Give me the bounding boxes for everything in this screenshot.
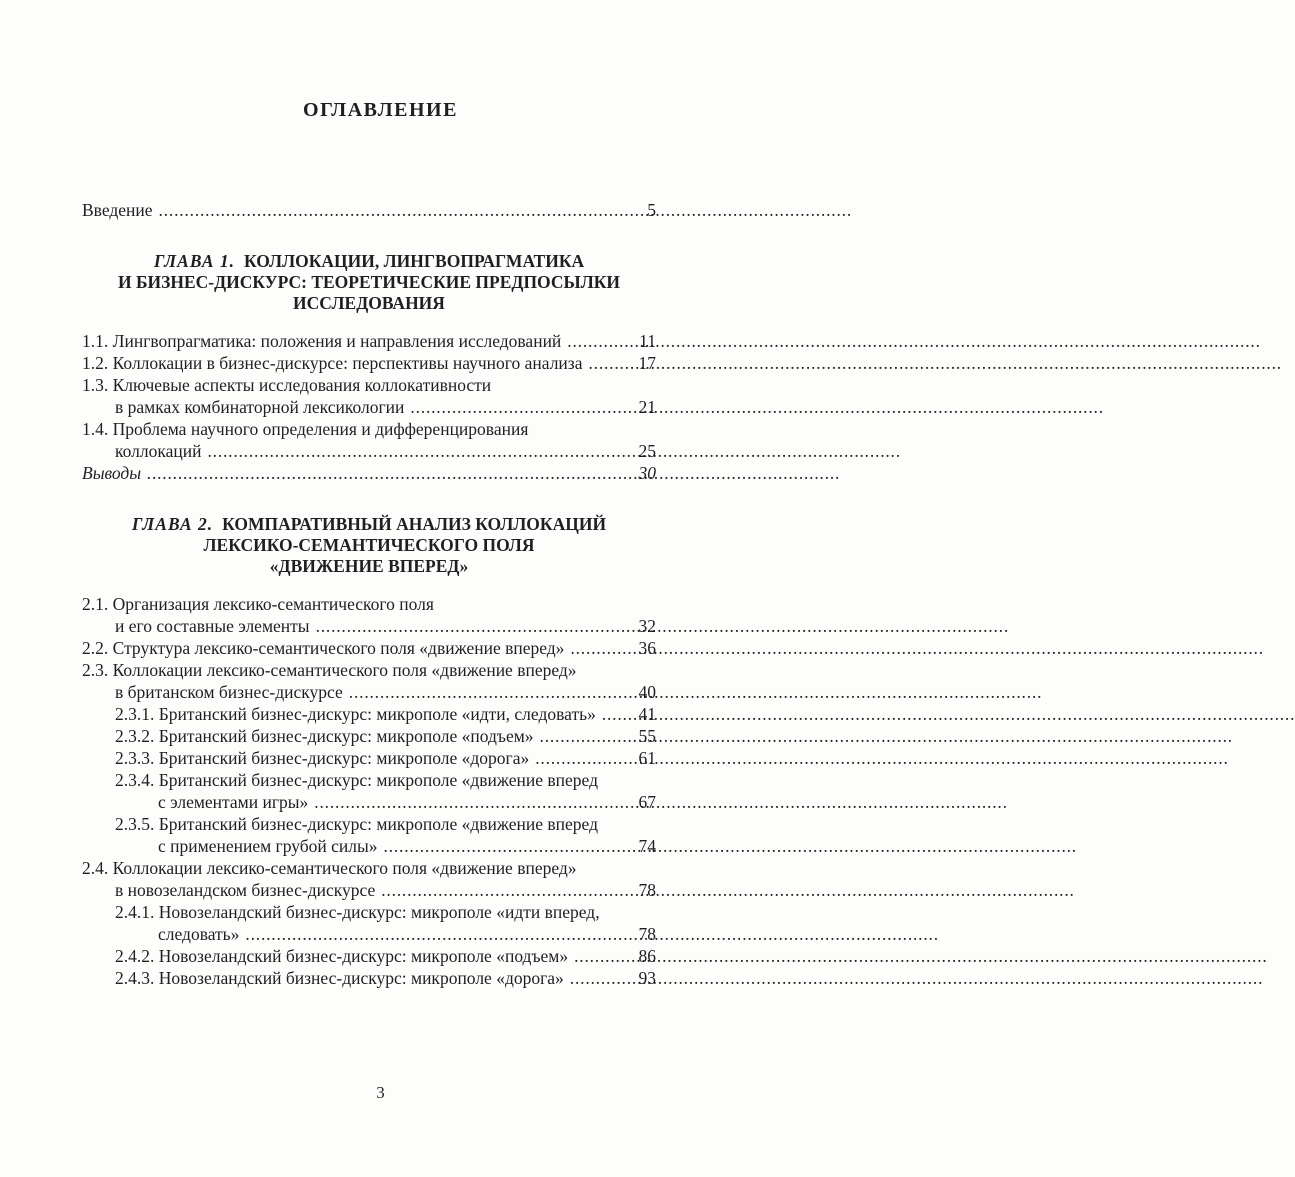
toc-entry-text: 2.3.1. Британский бизнес-дискурс: микрополе «идти, следовать»: [115, 704, 596, 724]
toc-entry: [82, 769, 656, 813]
toc-entry-line: [82, 703, 656, 725]
toc-entry-line: [82, 330, 656, 352]
toc-entry-text: 1.1. Лингвопрагматика: положения и направления исследований: [82, 331, 562, 351]
toc-entry-text: следовать»: [158, 924, 240, 944]
toc-entry-line: [82, 901, 656, 923]
toc-page-number: 11: [639, 331, 656, 351]
toc-entry-line: [82, 352, 656, 374]
toc-entry-line: [82, 374, 656, 396]
toc-entry-text: 1.2. Коллокации в бизнес-дискурсе: перспективы научного анализа: [82, 353, 583, 373]
chapter-heading-line: [82, 293, 656, 314]
dot-leader: [567, 330, 637, 352]
toc-entry-text: 2.4.3. Новозеландский бизнес-дискурс: микрополе «дорога»: [115, 968, 564, 988]
toc-entry: [82, 725, 656, 747]
toc-page-number: 32: [638, 616, 656, 636]
toc-page-number: 74: [638, 836, 656, 856]
toc-entry-text: 2.2. Структура лексико-семантического поля «движение вперед»: [82, 638, 565, 658]
toc-entry-text: с применением грубой силы»: [158, 836, 378, 856]
toc-entry-text: и его составные элементы: [115, 616, 310, 636]
dot-leader: [316, 615, 637, 637]
chapter-title-text: «ДВИЖЕНИЕ ВПЕРЕД»: [269, 556, 469, 576]
page-title: ОГЛАВЛЕНИЕ: [303, 99, 458, 121]
toc-entry-text: с элементами игры»: [158, 792, 309, 812]
toc-entry-line: [82, 396, 656, 418]
page-footer-number: 3: [376, 1083, 385, 1102]
dot-leader: [384, 835, 637, 857]
toc-entry-line: [82, 835, 656, 857]
toc-entry: [82, 857, 656, 901]
dot-leader: [602, 703, 637, 725]
dot-leader: [147, 462, 636, 484]
dot-leader: [570, 637, 636, 659]
toc-page-number: 78: [638, 880, 656, 900]
toc-entry: [82, 374, 656, 418]
toc-page-number: 41: [638, 704, 656, 724]
dot-leader: [159, 199, 646, 221]
toc-entry: [82, 967, 656, 989]
toc-list: [82, 199, 656, 989]
toc-entry-line: [82, 418, 656, 440]
chapter-title-text: ЛЕКСИКО-СЕМАНТИЧЕСКОГО ПОЛЯ: [203, 535, 535, 555]
chapter-heading-line: [82, 556, 656, 577]
dot-leader: [207, 440, 636, 462]
toc-entry-line: [82, 769, 656, 791]
chapter-heading-line: [82, 272, 656, 293]
dot-leader: [381, 879, 636, 901]
toc-entry: [82, 462, 656, 484]
chapter-heading-line: [82, 514, 656, 535]
toc-entry: [82, 945, 656, 967]
dot-leader: [535, 747, 636, 769]
toc-entry-text: Выводы: [82, 463, 142, 483]
toc-page-number: 86: [638, 946, 656, 966]
toc-entry-line: [82, 637, 656, 659]
dot-leader: [349, 681, 637, 703]
toc-entry-line: [82, 967, 656, 989]
chapter-heading-line: [82, 535, 656, 556]
toc-entry-text: 2.4.1. Новозеландский бизнес-дискурс: микрополе «идти вперед,: [115, 902, 600, 922]
toc-entry-text: Введение: [82, 200, 153, 220]
toc-entry: [82, 418, 656, 462]
toc-entry-line: [82, 813, 656, 835]
toc-page-number: 61: [638, 748, 656, 768]
dot-leader: [245, 923, 636, 945]
toc-page-number: 78: [638, 924, 656, 944]
toc-entry-text: 2.3.2. Британский бизнес-дискурс: микрополе «подъем»: [115, 726, 534, 746]
toc-page-number: 25: [638, 441, 656, 461]
toc-entry-text: 2.3. Коллокации лексико-семантического поля «движение вперед»: [82, 660, 577, 680]
dot-leader: [314, 791, 636, 813]
toc-entry-text: в новозеландском бизнес-дискурсе: [115, 880, 376, 900]
toc-page-number: 30: [638, 463, 656, 483]
toc-entry-text: 1.4. Проблема научного определения и дифференцирования: [82, 419, 529, 439]
toc-entry: [82, 352, 656, 374]
toc-entry-text: 1.3. Ключевые аспекты исследования коллокативности: [82, 375, 492, 395]
toc-entry: [82, 593, 656, 637]
toc-entry: [82, 199, 656, 221]
toc-entry-line: [82, 681, 656, 703]
toc-entry: [82, 659, 656, 703]
toc-entry-line: [82, 747, 656, 769]
toc-entry-text: 2.3.3. Британский бизнес-дискурс: микрополе «дорога»: [115, 748, 530, 768]
toc-entry-text: 2.3.5. Британский бизнес-дискурс: микрополе «движение вперед: [115, 814, 598, 834]
toc-entry-line: [82, 659, 656, 681]
dot-leader: [570, 967, 637, 989]
dot-leader: [574, 945, 636, 967]
toc-entry-text: коллокаций: [115, 441, 202, 461]
chapter-title-text: И БИЗНЕС-ДИСКУРС: ТЕОРЕТИЧЕСКИЕ ПРЕДПОСЫЛКИ: [117, 272, 621, 292]
toc-entry-line: [82, 791, 656, 813]
toc-entry-line: [82, 199, 656, 221]
chapter-heading: [82, 251, 656, 314]
toc-entry: [82, 747, 656, 769]
toc-page-number: 55: [638, 726, 656, 746]
toc-entry-text: в британском бизнес-дискурсе: [115, 682, 343, 702]
toc-entry-line: [82, 923, 656, 945]
toc-page-number: 36: [638, 638, 656, 658]
chapter-title-text: ИССЛЕДОВАНИЯ: [293, 293, 445, 313]
toc-page-number: 67: [638, 792, 656, 812]
dot-leader: [588, 352, 636, 374]
chapter-title-text: КОЛЛОКАЦИИ, ЛИНГВОПРАГМАТИКА: [244, 251, 585, 271]
toc-entry-text: в рамках комбинаторной лексикологии: [115, 397, 405, 417]
toc-entry: [82, 330, 656, 352]
toc-page-number: 93: [638, 968, 656, 988]
toc-entry-line: [82, 945, 656, 967]
toc-page-number: 5: [647, 200, 656, 220]
toc-entry-line: [82, 725, 656, 747]
toc-page-number: 40: [638, 682, 656, 702]
chapter-title-text: КОМПАРАТИВНЫЙ АНАЛИЗ КОЛЛОКАЦИЙ: [222, 514, 607, 534]
toc-entry-line: [82, 462, 656, 484]
toc-entry-line: [82, 879, 656, 901]
toc-entry-line: [82, 440, 656, 462]
toc-entry: [82, 703, 656, 725]
chapter-number-label: ГЛАВА 2.: [131, 514, 214, 534]
toc-entry-text: 2.3.4. Британский бизнес-дискурс: микрополе «движение вперед: [115, 770, 598, 790]
toc-entry-line: [82, 615, 656, 637]
toc-entry-line: [82, 593, 656, 615]
toc-entry-line: [82, 857, 656, 879]
toc-entry: [82, 901, 656, 945]
toc-page-number: 21: [638, 397, 656, 417]
toc-entry-text: 2.4.2. Новозеландский бизнес-дискурс: микрополе «подъем»: [115, 946, 569, 966]
dot-leader: [540, 725, 637, 747]
toc-page-number: 17: [638, 353, 656, 373]
toc-entry: [82, 813, 656, 857]
chapter-heading: [82, 514, 656, 577]
dot-leader: [410, 396, 636, 418]
toc-entry-text: 2.1. Организация лексико-семантического поля: [82, 594, 434, 614]
toc-entry-text: 2.4. Коллокации лексико-семантического поля «движение вперед»: [82, 858, 577, 878]
chapter-number-label: ГЛАВА 1.: [153, 251, 236, 271]
chapter-heading-line: [82, 251, 656, 272]
toc-entry: [82, 637, 656, 659]
